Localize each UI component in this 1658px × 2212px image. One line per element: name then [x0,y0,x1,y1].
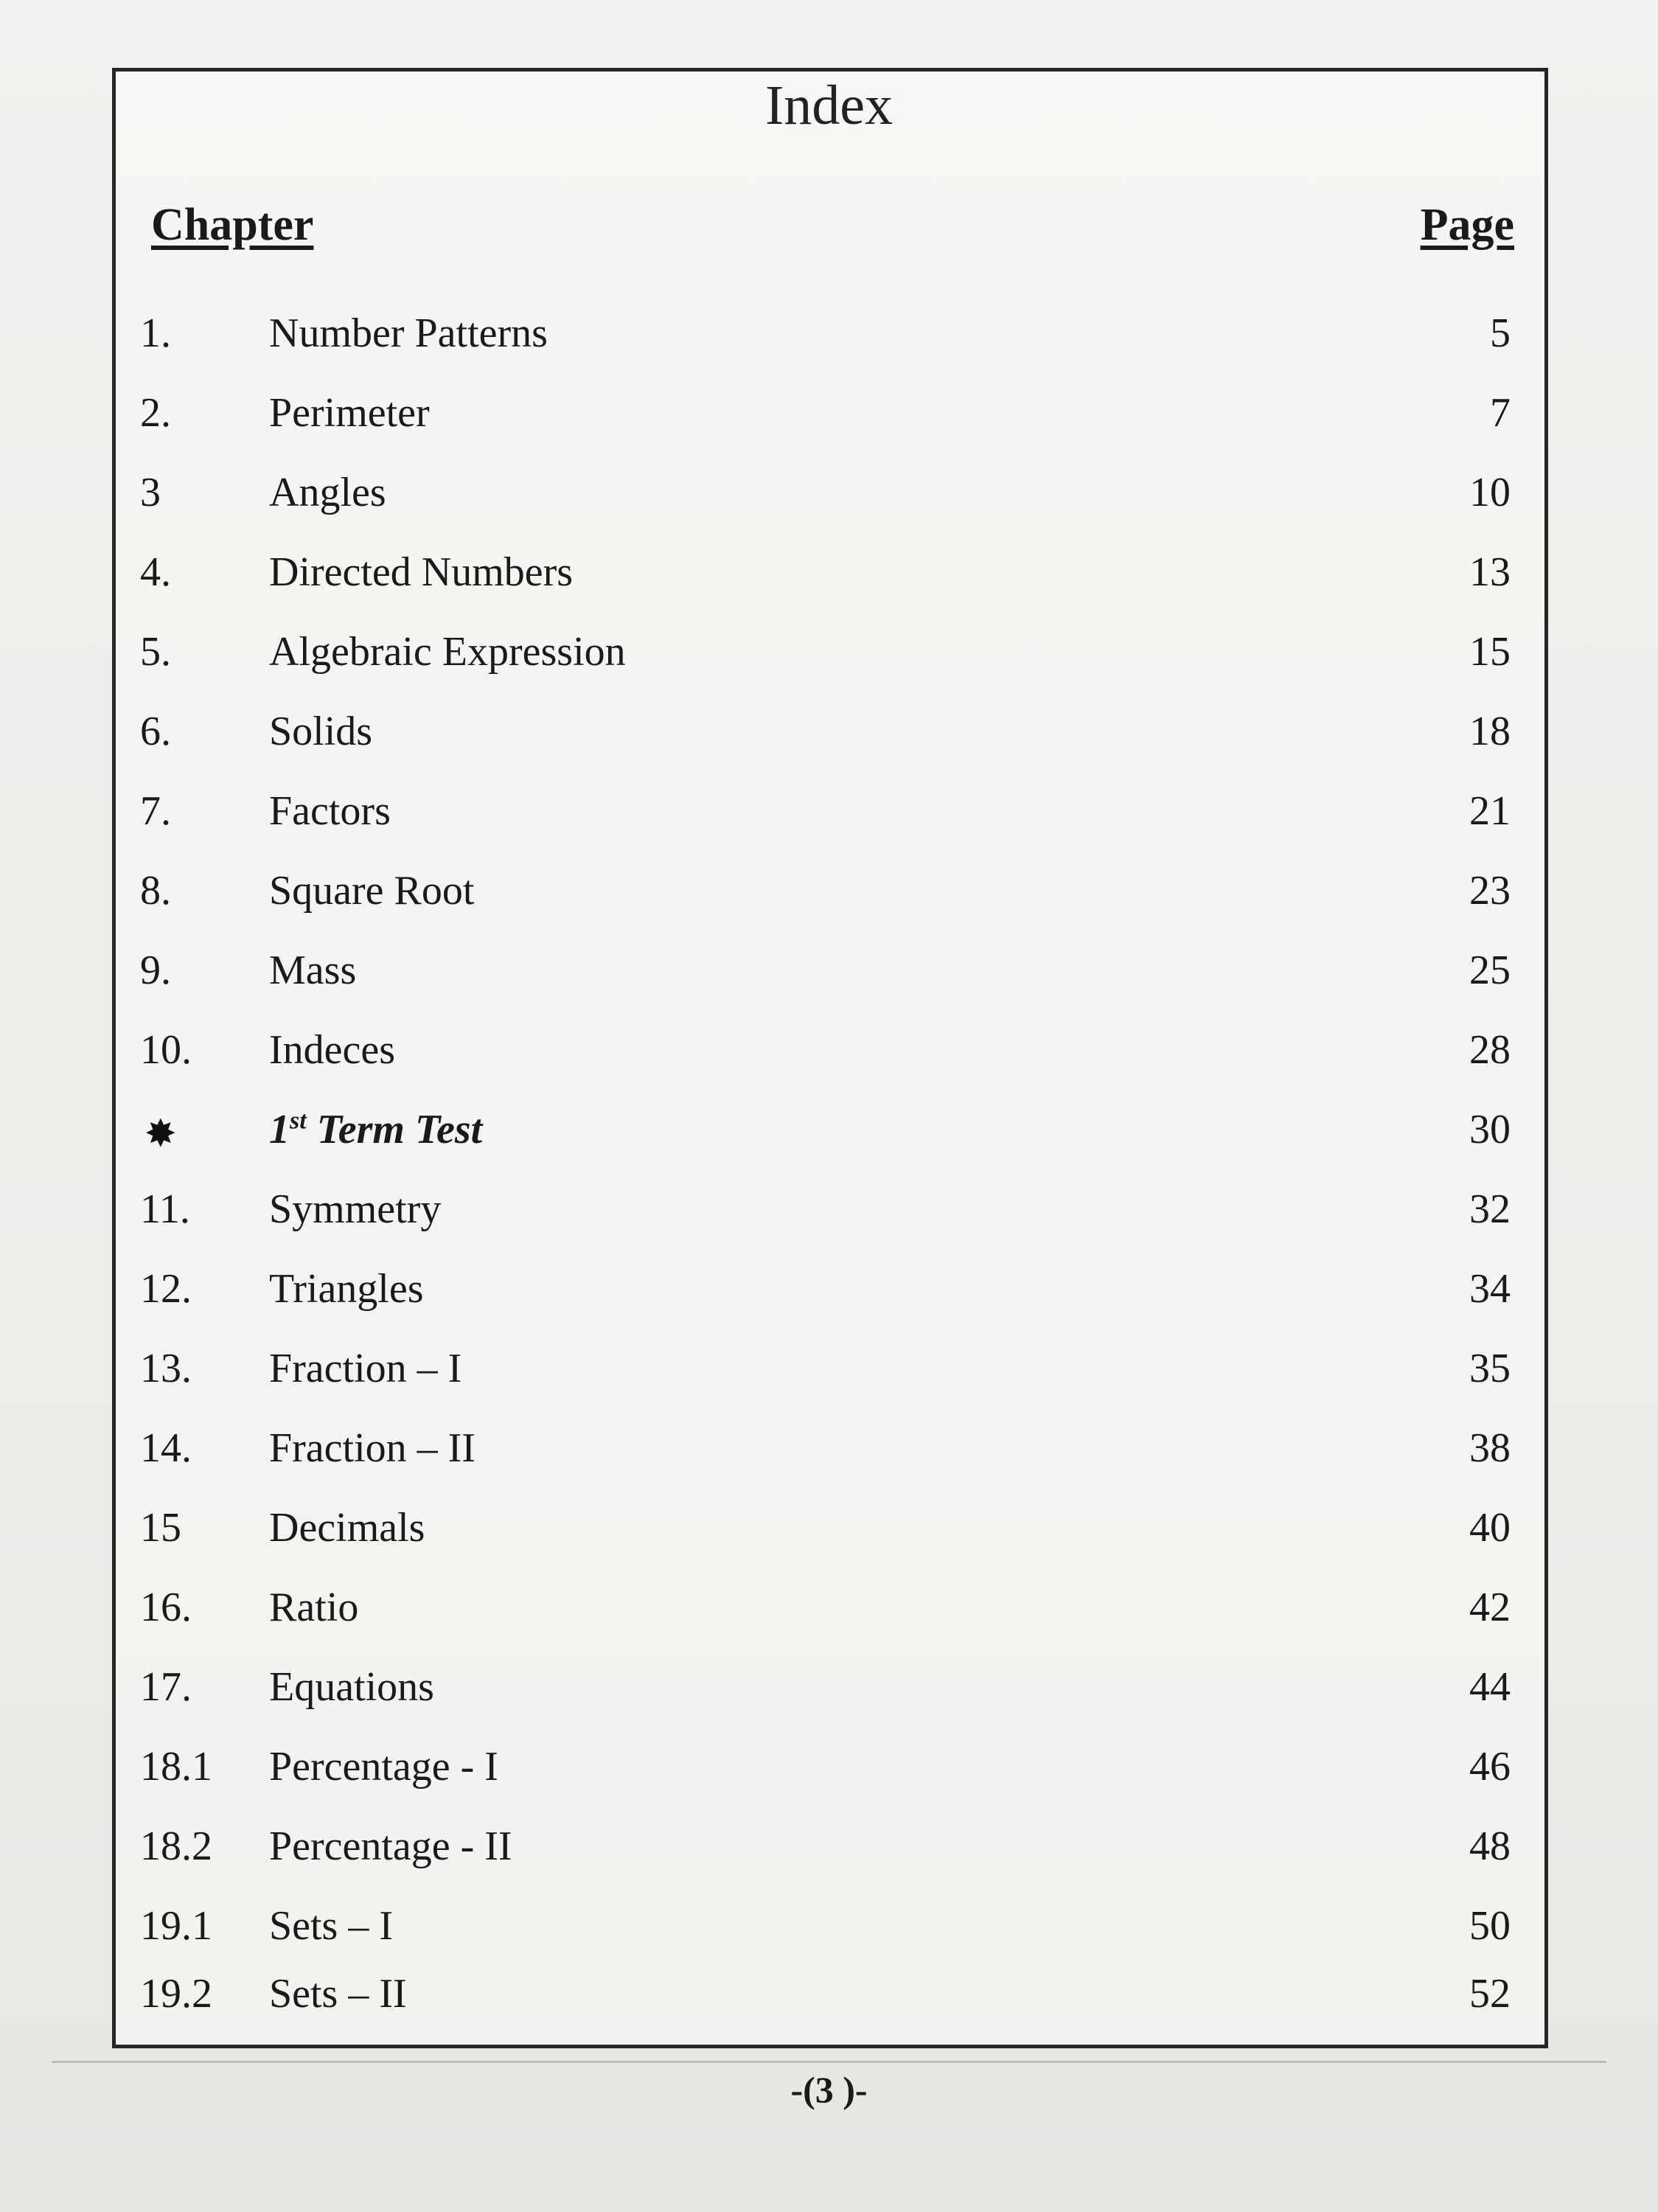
page-number: 7 [1490,390,1511,436]
chapter-number: 12. [140,1266,192,1312]
page-number: 40 [1469,1505,1511,1551]
chapter-number: 2. [140,390,171,436]
page-number: 23 [1469,868,1511,914]
term-number: 1 [269,1107,290,1152]
page-number: 30 [1469,1107,1511,1152]
bottom-divider [52,2061,1606,2063]
chapter-number: 3 [140,470,161,515]
page-number: 32 [1469,1186,1511,1232]
index-row [0,1970,1658,2044]
page-number: 10 [1469,470,1511,515]
index-row [0,389,1658,463]
chapter-name: Angles [269,470,386,515]
chapter-name [269,1106,482,1153]
chapter-name: Number Patterns [269,310,548,356]
page-number: 44 [1469,1664,1511,1710]
term-ordinal-suffix: st [290,1107,307,1135]
chapter-name: Decimals [269,1505,425,1551]
index-row [0,787,1658,861]
page-number: 5 [1490,310,1511,356]
chapter-number: 14. [140,1425,192,1471]
chapter-name: Algebraic Expression [269,629,626,675]
index-row [0,1345,1658,1419]
chapter-number: 11. [140,1186,190,1232]
chapter-number: 16. [140,1585,192,1630]
page-number: 13 [1469,549,1511,595]
page-number: 52 [1469,1971,1511,2017]
chapter-number: 5. [140,629,171,675]
chapter-number: 4. [140,549,171,595]
chapter-name: Perimeter [269,390,430,436]
chapter-number: 7. [140,788,171,834]
chapter-number: 10. [140,1027,192,1073]
chapter-name: Directed Numbers [269,549,574,595]
index-row [0,310,1658,383]
index-row [0,628,1658,702]
page-number: 48 [1469,1823,1511,1869]
page-number: 15 [1469,629,1511,675]
page-number: 21 [1469,788,1511,834]
page-number: 50 [1469,1903,1511,1949]
page-number: 25 [1469,947,1511,993]
page-number: 42 [1469,1585,1511,1630]
chapter-number: 19.1 [140,1903,212,1949]
chapter-name: Equations [269,1664,434,1710]
chapter-name: Percentage - I [269,1744,498,1790]
index-title: Index [764,74,894,136]
page-number: 35 [1469,1346,1511,1391]
index-row [0,1186,1658,1259]
index-row [0,708,1658,782]
index-row [0,1823,1658,1896]
index-row [0,1584,1658,1658]
page-number: 34 [1469,1266,1511,1312]
term-test-label: Term Test [306,1107,483,1152]
chapter-name: Mass [269,947,357,993]
chapter-name: Fraction – I [269,1346,462,1391]
index-row [0,549,1658,622]
index-row [0,947,1658,1020]
chapter-name: Sets – II [269,1971,407,2017]
footer-page-number: -(3 )- [790,2069,868,2110]
chapter-number: 1. [140,310,171,356]
index-row [0,1743,1658,1817]
index-row [0,1663,1658,1737]
index-row [0,469,1658,543]
index-row [0,1425,1658,1498]
chapter-number: 6. [140,709,171,754]
index-row [0,867,1658,941]
chapter-number: 19.2 [140,1971,212,2017]
page-number: 18 [1469,709,1511,754]
chapter-number: 17. [140,1664,192,1710]
chapter-name: Triangles [269,1266,424,1312]
chapter-number: 18.1 [140,1744,212,1790]
chapter-number: 15 [140,1505,181,1551]
chapter-name: Percentage - II [269,1823,512,1869]
chapter-name: Fraction – II [269,1425,476,1471]
chapter-name: Symmetry [269,1186,442,1232]
index-row [0,1504,1658,1578]
chapter-name: Factors [269,788,391,834]
page-column-header: Page [1420,200,1514,250]
index-row [0,1026,1658,1100]
page-number: 28 [1469,1027,1511,1073]
index-row [0,1902,1658,1976]
index-row-term-test [0,1106,1658,1180]
chapter-number: 18.2 [140,1823,212,1869]
chapter-number: 13. [140,1346,192,1391]
page-number: 46 [1469,1744,1511,1790]
chapter-name: Square Root [269,868,475,914]
chapter-column-header: Chapter [151,200,314,250]
chapter-number: 8. [140,868,171,914]
chapter-name: Sets – I [269,1903,393,1949]
star-burst-icon: ✸ [144,1113,177,1155]
chapter-name: Solids [269,709,373,754]
chapter-name: Indeces [269,1027,396,1073]
index-row [0,1265,1658,1339]
page-number: 38 [1469,1425,1511,1471]
chapter-name: Ratio [269,1585,359,1630]
chapter-number: 9. [140,947,171,993]
